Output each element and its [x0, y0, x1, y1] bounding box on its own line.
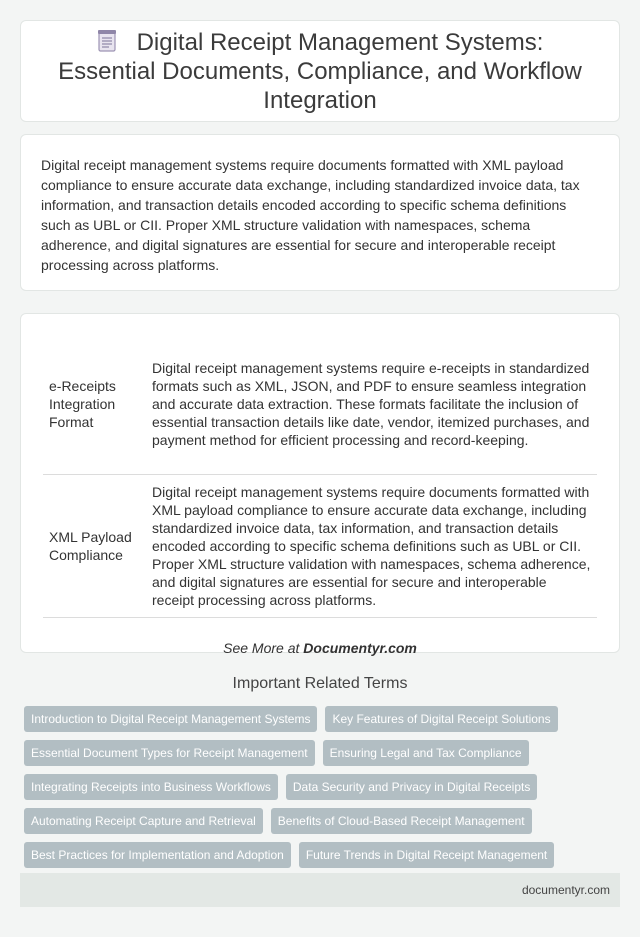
see-more-line: [43, 640, 597, 656]
term-cell: e-Receipts Integration Format: [49, 377, 116, 430]
description-cell: Digital receipt management systems require e-receipts in standardized formats such as XML, JSON, and PDF to ensure seamless integration and accurate data extraction. These formats facilitate the inclusion of essential transaction details like date, vendor, itemized purchases, and payment method for efficient processing and record-keeping.: [152, 359, 590, 448]
description-cell: Digital receipt management systems require documents formatted with XML payload compliance to ensure accurate data exchange, including standardized invoice data, tax information, and transaction details encoded according to specific schema definitions such as UBL or CII. Proper XML structure validation with namespaces, schema adherence, and digital signatures are essential for secure and interoperable receipt processing across platforms.: [152, 483, 591, 608]
related-term-tag[interactable]: Best Practices for Implementation and Adoption: [24, 842, 291, 868]
related-term-tag[interactable]: Automating Receipt Capture and Retrieval: [24, 808, 263, 834]
related-term-tag[interactable]: Essential Document Types for Receipt Management: [24, 740, 315, 766]
see-more-prefix: See More at: [223, 639, 304, 656]
terms-table: [43, 334, 597, 618]
term-cell: XML Payload Compliance: [49, 528, 132, 563]
document-icon: [97, 29, 117, 53]
related-term-tag[interactable]: Benefits of Cloud-Based Receipt Management: [271, 808, 532, 834]
table-row: [43, 334, 597, 474]
related-term-tag[interactable]: Future Trends in Digital Receipt Management: [299, 842, 554, 868]
related-terms-list: [24, 706, 624, 876]
summary-text: Digital receipt management systems require documents formatted with XML payload compliance to ensure accurate data exchange, including standardized invoice data, tax information, and transaction details encoded according to specific schema definitions such as UBL or CII. Proper XML structure validation with namespaces, schema adherence, and digital signatures are essential for secure and interoperable receipt processing across platforms.: [41, 157, 580, 273]
footer-site-link[interactable]: documentyr.com: [521, 883, 610, 897]
terms-table-card: [20, 313, 620, 656]
table-row: [43, 474, 597, 617]
related-term-tag[interactable]: Key Features of Digital Receipt Solutions: [325, 706, 557, 732]
related-term-tag[interactable]: Introduction to Digital Receipt Management Systems: [24, 706, 317, 732]
see-more-link[interactable]: Documentyr.com: [303, 639, 417, 656]
title-card: [20, 20, 620, 122]
related-term-tag[interactable]: Data Security and Privacy in Digital Receipts: [286, 774, 537, 800]
summary-card: [20, 134, 620, 291]
footer: [20, 873, 620, 907]
page-title: [45, 28, 595, 115]
related-term-tag[interactable]: Ensuring Legal and Tax Compliance: [323, 740, 529, 766]
related-terms-heading: Important Related Terms: [232, 675, 408, 692]
page-title-text: Digital Receipt Management Systems: Essential Documents, Compliance, and Workflow Integration: [58, 28, 582, 114]
related-term-tag[interactable]: Integrating Receipts into Business Workflows: [24, 774, 278, 800]
